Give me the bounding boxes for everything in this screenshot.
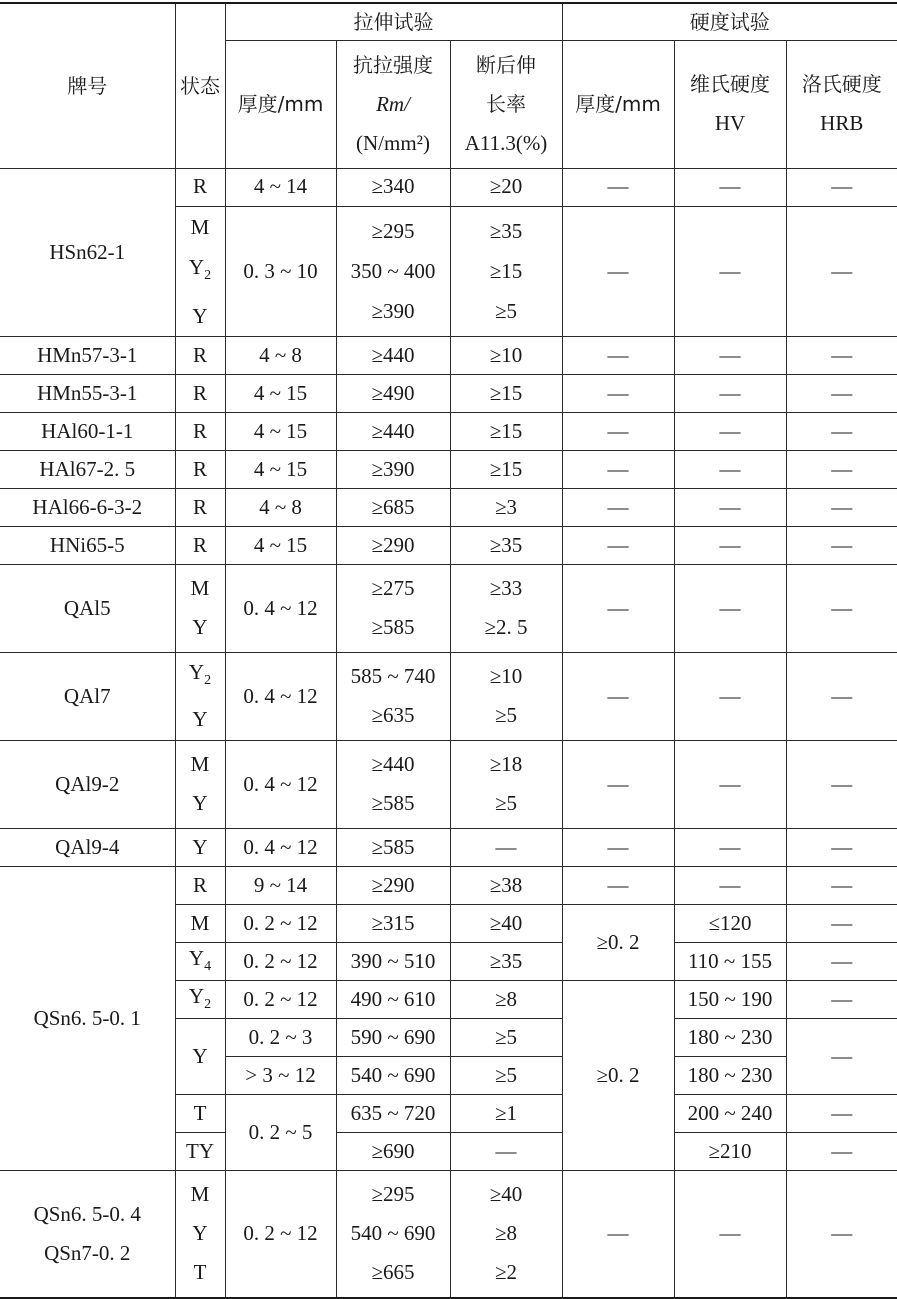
vickers-cell: — — [674, 866, 786, 904]
rockwell-cell: — — [786, 904, 897, 942]
state-cell — [175, 1170, 225, 1298]
elongation-cell: ≥8 — [450, 980, 562, 1018]
header-row-1 — [0, 3, 897, 40]
grade-value: QSn6. 5-0. 4 — [0, 1195, 175, 1234]
rockwell-cell: — — [786, 740, 897, 828]
tensile-strength-cell: ≥290 — [336, 866, 450, 904]
state-cell: $Y_2$ — [175, 980, 225, 1018]
tensile-strength-value: 585 ~ 740 — [337, 657, 450, 696]
state-cell: R — [175, 866, 225, 904]
vickers-unit: HV — [675, 104, 786, 143]
tensile-strength-value: ≥635 — [337, 696, 450, 735]
grade-cell: QSn6. 5-0. 1 — [0, 866, 175, 1170]
tensile-strength-cell: 390 ~ 510 — [336, 942, 450, 980]
tensile-strength-cell — [336, 206, 450, 336]
rockwell-cell: — — [786, 526, 897, 564]
col-header-grade: 牌号 — [0, 3, 175, 168]
state-cell: M — [175, 904, 225, 942]
col-header-state: 状态 — [175, 3, 225, 168]
state-cell: Y — [175, 1018, 225, 1094]
state-cell: R — [175, 488, 225, 526]
vickers-cell: — — [674, 336, 786, 374]
hardness-thickness-cell: — — [562, 206, 674, 336]
tensile-strength-value: ≥665 — [337, 1253, 450, 1292]
state-value: T — [176, 1253, 225, 1292]
elongation-cell: ≥35 — [450, 942, 562, 980]
hardness-thickness-cell: ≥0. 2 — [562, 904, 674, 980]
vickers-cell: ≤120 — [674, 904, 786, 942]
rockwell-cell: — — [786, 412, 897, 450]
rockwell-cell: — — [786, 866, 897, 904]
hardness-thickness-cell: — — [562, 828, 674, 866]
table-row — [0, 526, 897, 564]
rockwell-label: 洛氏硬度 — [787, 65, 897, 104]
rockwell-cell: — — [786, 1094, 897, 1132]
rockwell-cell: — — [786, 942, 897, 980]
elongation-value: ≥2 — [451, 1253, 562, 1292]
grade-cell: HAl67-2. 5 — [0, 450, 175, 488]
elongation-cell: ≥15 — [450, 374, 562, 412]
vickers-cell: — — [674, 488, 786, 526]
elongation-symbol: A11.3(%) — [451, 124, 562, 163]
thickness-cell: 9 ~ 14 — [225, 866, 336, 904]
grade-cell: HMn57-3-1 — [0, 336, 175, 374]
vickers-cell: 180 ~ 230 — [674, 1056, 786, 1094]
grade-cell: HSn62-1 — [0, 168, 175, 336]
table-row — [0, 488, 897, 526]
hardness-thickness-cell: — — [562, 740, 674, 828]
table-row — [0, 866, 897, 904]
rockwell-cell: — — [786, 980, 897, 1018]
thickness-cell: 0. 2 ~ 12 — [225, 980, 336, 1018]
elongation-cell: ≥5 — [450, 1018, 562, 1056]
elongation-value: ≥40 — [451, 1175, 562, 1214]
thickness-cell: 0. 2 ~ 12 — [225, 942, 336, 980]
tensile-strength-cell: 540 ~ 690 — [336, 1056, 450, 1094]
elongation-cell: ≥15 — [450, 412, 562, 450]
grade-cell: HAl60-1-1 — [0, 412, 175, 450]
rockwell-cell: — — [786, 450, 897, 488]
elongation-value: ≥35 — [451, 211, 562, 251]
tensile-strength-unit: (N/mm²) — [337, 124, 450, 163]
tensile-strength-cell: ≥390 — [336, 450, 450, 488]
tensile-strength-value: 540 ~ 690 — [337, 1214, 450, 1253]
elongation-cell — [450, 1170, 562, 1298]
thickness-cell: 4 ~ 15 — [225, 374, 336, 412]
rockwell-cell: — — [786, 1018, 897, 1094]
grade-value: QSn7-0. 2 — [0, 1234, 175, 1273]
table-row — [0, 828, 897, 866]
thickness-cell: 0. 4 ~ 12 — [225, 564, 336, 652]
grade-cell: HMn55-3-1 — [0, 374, 175, 412]
hardness-thickness-cell: — — [562, 336, 674, 374]
elongation-cell: ≥20 — [450, 168, 562, 206]
table-row — [0, 412, 897, 450]
thickness-cell: 4 ~ 15 — [225, 412, 336, 450]
tensile-strength-cell — [336, 1170, 450, 1298]
state-cell: $Y_4$ — [175, 942, 225, 980]
vickers-cell: — — [674, 168, 786, 206]
hardness-thickness-cell: — — [562, 412, 674, 450]
elongation-value: ≥5 — [451, 696, 562, 735]
grade-cell: HAl66-6-3-2 — [0, 488, 175, 526]
elongation-value: ≥15 — [451, 251, 562, 291]
rockwell-cell: — — [786, 206, 897, 336]
tensile-strength-value: ≥440 — [337, 745, 450, 784]
rockwell-unit: HRB — [787, 104, 897, 143]
tensile-strength-value: ≥585 — [337, 784, 450, 823]
rockwell-cell: — — [786, 1132, 897, 1170]
tensile-strength-cell: ≥585 — [336, 828, 450, 866]
elongation-cell: ≥10 — [450, 336, 562, 374]
vickers-cell: — — [674, 450, 786, 488]
state-value: M — [176, 745, 225, 784]
thickness-cell: 0. 2 ~ 5 — [225, 1094, 336, 1170]
hardness-thickness-cell: — — [562, 866, 674, 904]
elongation-cell: ≥5 — [450, 1056, 562, 1094]
state-cell: TY — [175, 1132, 225, 1170]
state-cell — [175, 564, 225, 652]
elongation-label-1: 断后伸 — [451, 46, 562, 85]
grade-cell: QAl9-4 — [0, 828, 175, 866]
grade-cell — [0, 1170, 175, 1298]
table-row — [0, 374, 897, 412]
tensile-strength-cell — [336, 564, 450, 652]
tensile-strength-cell: ≥440 — [336, 336, 450, 374]
elongation-value: ≥33 — [451, 569, 562, 608]
vickers-cell: — — [674, 564, 786, 652]
thickness-cell: 0. 4 ~ 12 — [225, 652, 336, 740]
state-value: Y — [176, 296, 225, 336]
state-cell: R — [175, 168, 225, 206]
thickness-cell: 4 ~ 8 — [225, 488, 336, 526]
group-header-hardness: 硬度试验 — [562, 3, 897, 40]
thickness-cell: 0. 2 ~ 12 — [225, 1170, 336, 1298]
table-row — [0, 450, 897, 488]
vickers-cell: 180 ~ 230 — [674, 1018, 786, 1056]
rockwell-cell: — — [786, 1170, 897, 1298]
state-cell: R — [175, 336, 225, 374]
tensile-strength-cell: 635 ~ 720 — [336, 1094, 450, 1132]
tensile-strength-value: 350 ~ 400 — [337, 251, 450, 291]
thickness-cell: 0. 3 ~ 10 — [225, 206, 336, 336]
vickers-cell: — — [674, 652, 786, 740]
state-value: M — [176, 1175, 225, 1214]
tensile-strength-cell — [336, 652, 450, 740]
state-cell: R — [175, 374, 225, 412]
vickers-cell: 200 ~ 240 — [674, 1094, 786, 1132]
hardness-thickness-cell: — — [562, 652, 674, 740]
state-value: M — [176, 207, 225, 247]
state-cell: Y — [175, 828, 225, 866]
vickers-cell: — — [674, 828, 786, 866]
col-header-thickness-tensile: 厚度/mm — [225, 40, 336, 168]
vickers-cell: — — [674, 1170, 786, 1298]
state-cell: T — [175, 1094, 225, 1132]
thickness-cell: 4 ~ 15 — [225, 526, 336, 564]
elongation-cell: ≥38 — [450, 866, 562, 904]
tensile-strength-value: ≥390 — [337, 291, 450, 331]
tensile-strength-cell: ≥440 — [336, 412, 450, 450]
vickers-cell: 110 ~ 155 — [674, 942, 786, 980]
state-cell — [175, 740, 225, 828]
thickness-cell: 0. 4 ~ 12 — [225, 828, 336, 866]
state-value: $Y_2$ — [176, 653, 225, 700]
elongation-value: ≥10 — [451, 657, 562, 696]
rockwell-cell: — — [786, 652, 897, 740]
state-value: Y — [176, 1214, 225, 1253]
elongation-value: ≥8 — [451, 1214, 562, 1253]
col-header-elongation — [450, 40, 562, 168]
tensile-strength-cell: ≥685 — [336, 488, 450, 526]
grade-cell: HNi65-5 — [0, 526, 175, 564]
hardness-thickness-cell: — — [562, 1170, 674, 1298]
col-header-tensile-strength — [336, 40, 450, 168]
grade-cell: QAl7 — [0, 652, 175, 740]
col-header-rockwell — [786, 40, 897, 168]
vickers-cell: ≥210 — [674, 1132, 786, 1170]
state-value: Y — [176, 608, 225, 647]
table-row — [0, 564, 897, 652]
state-cell: R — [175, 450, 225, 488]
table-row — [0, 652, 897, 740]
hardness-thickness-cell: — — [562, 526, 674, 564]
grade-cell: QAl9-2 — [0, 740, 175, 828]
thickness-cell: 0. 4 ~ 12 — [225, 740, 336, 828]
vickers-cell: — — [674, 412, 786, 450]
hardness-thickness-cell: — — [562, 488, 674, 526]
vickers-label: 维氏硬度 — [675, 65, 786, 104]
state-cell — [175, 652, 225, 740]
vickers-cell: — — [674, 740, 786, 828]
tensile-strength-cell: ≥315 — [336, 904, 450, 942]
state-value: M — [176, 569, 225, 608]
tensile-strength-label: 抗拉强度 — [337, 46, 450, 85]
elongation-cell: ≥15 — [450, 450, 562, 488]
state-value: $Y_2$ — [176, 247, 225, 296]
table-row — [0, 740, 897, 828]
vickers-cell: 150 ~ 190 — [674, 980, 786, 1018]
rockwell-cell: — — [786, 488, 897, 526]
elongation-cell — [450, 206, 562, 336]
state-value: Y — [176, 700, 225, 739]
tensile-strength-value: ≥295 — [337, 1175, 450, 1214]
rockwell-cell: — — [786, 374, 897, 412]
thickness-cell: 0. 2 ~ 12 — [225, 904, 336, 942]
state-value: Y — [176, 784, 225, 823]
thickness-cell: > 3 ~ 12 — [225, 1056, 336, 1094]
elongation-value: ≥5 — [451, 784, 562, 823]
elongation-cell — [450, 564, 562, 652]
elongation-value: ≥18 — [451, 745, 562, 784]
thickness-cell: 4 ~ 8 — [225, 336, 336, 374]
elongation-value: ≥2. 5 — [451, 608, 562, 647]
elongation-cell: ≥3 — [450, 488, 562, 526]
elongation-value: ≥5 — [451, 291, 562, 331]
tensile-strength-cell: 490 ~ 610 — [336, 980, 450, 1018]
elongation-label-2: 长率 — [451, 85, 562, 124]
tensile-strength-symbol: Rm/ — [337, 85, 450, 124]
tensile-strength-cell: ≥290 — [336, 526, 450, 564]
vickers-cell: — — [674, 374, 786, 412]
elongation-cell: ≥40 — [450, 904, 562, 942]
hardness-thickness-cell: ≥0. 2 — [562, 980, 674, 1170]
table-row — [0, 336, 897, 374]
copper-alloy-spec-table — [0, 2, 897, 1299]
tensile-strength-cell: ≥690 — [336, 1132, 450, 1170]
vickers-cell: — — [674, 206, 786, 336]
thickness-cell: 4 ~ 14 — [225, 168, 336, 206]
table-row — [0, 1170, 897, 1298]
elongation-cell: ≥35 — [450, 526, 562, 564]
col-header-thickness-hardness: 厚度/mm — [562, 40, 674, 168]
table-row — [0, 168, 897, 206]
tensile-strength-value: ≥275 — [337, 569, 450, 608]
grade-cell: QAl5 — [0, 564, 175, 652]
rockwell-cell: — — [786, 828, 897, 866]
tensile-strength-cell — [336, 740, 450, 828]
elongation-cell — [450, 740, 562, 828]
hardness-thickness-cell: — — [562, 450, 674, 488]
hardness-thickness-cell: — — [562, 374, 674, 412]
elongation-cell — [450, 652, 562, 740]
state-cell — [175, 206, 225, 336]
rockwell-cell: — — [786, 564, 897, 652]
col-header-vickers — [674, 40, 786, 168]
vickers-cell: — — [674, 526, 786, 564]
elongation-cell: — — [450, 828, 562, 866]
elongation-cell: ≥1 — [450, 1094, 562, 1132]
hardness-thickness-cell: — — [562, 564, 674, 652]
state-cell: R — [175, 412, 225, 450]
group-header-tensile: 拉伸试验 — [225, 3, 562, 40]
rockwell-cell: — — [786, 168, 897, 206]
tensile-strength-cell: 590 ~ 690 — [336, 1018, 450, 1056]
thickness-cell: 4 ~ 15 — [225, 450, 336, 488]
state-cell: R — [175, 526, 225, 564]
tensile-strength-value: ≥295 — [337, 211, 450, 251]
thickness-cell: 0. 2 ~ 3 — [225, 1018, 336, 1056]
tensile-strength-cell: ≥340 — [336, 168, 450, 206]
hardness-thickness-cell: — — [562, 168, 674, 206]
elongation-cell: — — [450, 1132, 562, 1170]
rockwell-cell: — — [786, 336, 897, 374]
tensile-strength-value: ≥585 — [337, 608, 450, 647]
tensile-strength-cell: ≥490 — [336, 374, 450, 412]
